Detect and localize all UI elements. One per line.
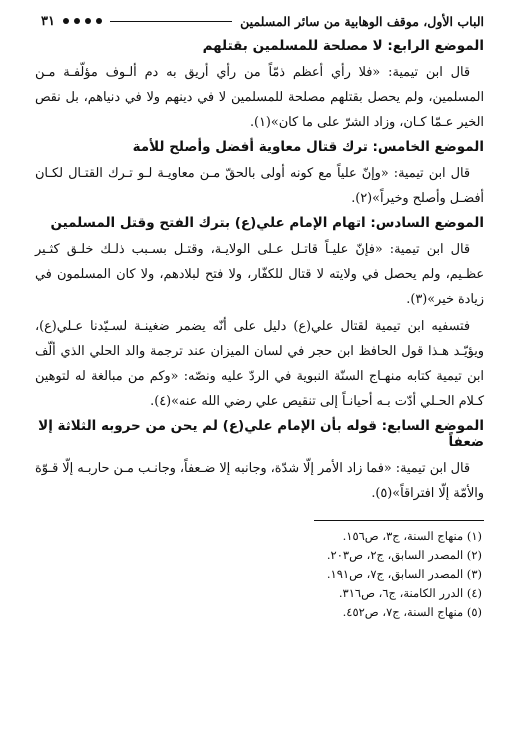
section-heading: الموضع الرابع: لا مصلحة للمسلمين بقتلهم xyxy=(202,38,484,54)
paragraph: قال ابن تيمية: «فما زاد الأمر إلّا شدّة، وجانبه إلا ضـعفاً، وجانـب مـن حاربـه إلّا قـوّة والأمّة إلّا افتراقاً»(٥). xyxy=(35,461,484,501)
footnotes xyxy=(35,527,484,622)
section-5 xyxy=(35,139,484,211)
footnote: (٥) منهاج السنة، ج٧، ص٤٥٢. xyxy=(342,605,482,619)
section-6 xyxy=(35,215,484,414)
section-4 xyxy=(35,38,484,135)
footnote: (١) منهاج السنة، ج٣، ص١٥٦. xyxy=(342,529,482,543)
section-heading: الموضع الخامس: ترك قتال معاوية أفضل وأصلح للأمة xyxy=(132,139,484,155)
paragraph: قال ابن تيمية: «فإنّ عليـاً قاتـل عـلى الولايـة، وقتـل بسـبب ذلـك خلـق كثـير عظـيم، ولم يحصل في ولايته لا قتال للكفّار، ولا فتح لبلادهم، ولا كان المسلمون في زيادة خير»(٣). xyxy=(35,242,484,307)
footnote: (٣) المصدر السابق، ج٧، ص١٩١. xyxy=(326,567,482,581)
header-ornament xyxy=(63,18,102,24)
footnote: (٢) المصدر السابق، ج٢، ص٢٠٣. xyxy=(326,548,482,562)
footnote: (٤) الدرر الكامنة، ج٦، ص٣١٦. xyxy=(338,586,482,600)
paragraph: فتسفيه ابن تيمية لقتال علي(ع) دليل على أنّه يضمر ضغينـة لسـيّدنا عـلي(ع)، ويؤيّـد هـذا قول الحافظ ابن حجر في لسان الميزان عند ترجمة والد الحلي الذي ألّف ابن تيمية كتابه منهـاج السنّة النبوية في الردّ عليه ونصّه: «وكم من مبالغة له لتوهين كـلام الحـلي أدّت بـه أحيانـاً إلى تنقيص علي رضي الله عنه»(٤). xyxy=(35,319,484,409)
paragraph: قال ابن تيمية: «فلا رأي أعظم ذمّاً من رأي أريق به دم ألـوف مؤلّفـة مـن المسلمين، ولم يحصل بقتلهم مصلحة للمسلمين لا في دينهم ولا في دنياهم، بل نقص الخير عـمّا كـان، وزاد الشرّ على ما كان»(١). xyxy=(35,65,484,130)
paragraph: قال ابن تيمية: «وإنّ علياً مع كونه أولى بالحقّ مـن معاويـة لـو تـرك القتـال لكـان أفضـل وأصلح وخيراً»(٢). xyxy=(35,166,484,206)
page-body xyxy=(35,38,484,506)
section-heading: الموضع السابع: قوله بأن الإمام علي(ع) لم يحن من حروبه الثلاثة إلا ضعفاً xyxy=(38,418,484,450)
chapter-title: الباب الأول، موقف الوهابية من سائر المسلمين xyxy=(240,13,484,29)
section-7 xyxy=(35,418,484,506)
header-rule xyxy=(110,21,232,22)
page-number: ٣١ xyxy=(41,13,55,29)
section-heading: الموضع السادس: اتهام الإمام علي(ع) بترك الفتح وقتل المسلمين xyxy=(50,215,484,231)
footnote-separator xyxy=(314,520,484,521)
running-header xyxy=(35,10,484,32)
